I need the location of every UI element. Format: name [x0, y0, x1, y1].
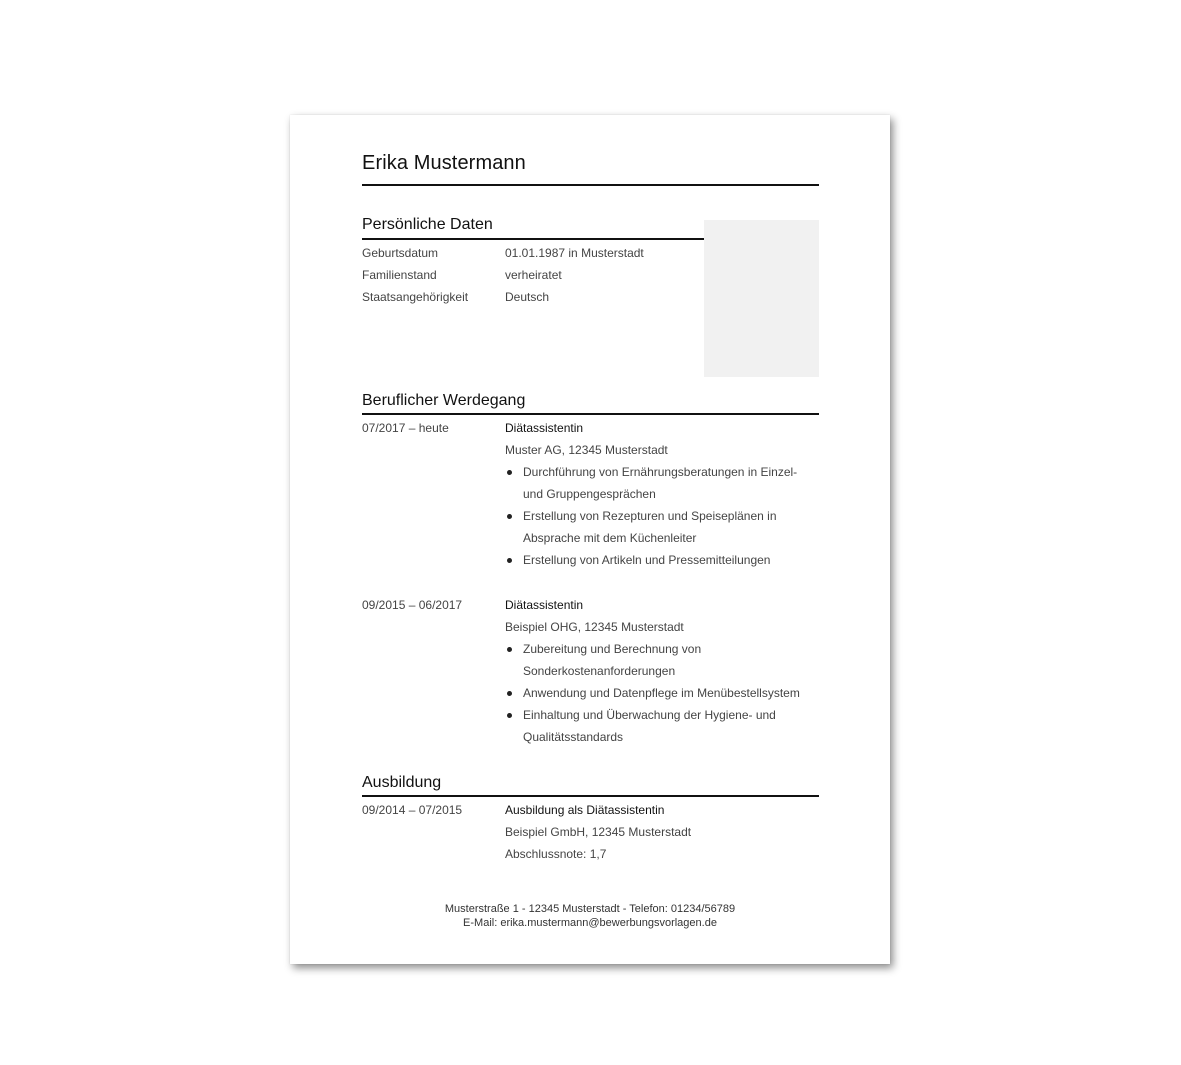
section-title-career: Beruflicher Werdegang	[362, 392, 526, 409]
footer-address: Musterstraße 1 - 12345 Musterstadt - Telefon: 01234/56789	[444, 903, 736, 915]
section-divider-career	[362, 413, 819, 415]
section-divider-education	[362, 795, 819, 797]
task-text: Erstellung von Rezepturen und Speiseplänen in Absprache mit dem Küchenleiter	[523, 509, 777, 545]
bullet-icon	[507, 691, 512, 696]
task-text: Anwendung und Datenpflege im Menübestellsystem	[523, 686, 800, 700]
task-list	[505, 638, 819, 748]
personal-label: Staatsangehörigkeit	[362, 290, 469, 304]
entry-date: 07/2017 – heute	[362, 421, 449, 435]
job-title: Diätassistentin	[505, 421, 584, 435]
resume-name: Erika Mustermann	[362, 152, 526, 174]
job-title: Diätassistentin	[505, 598, 584, 612]
company: Muster AG, 12345 Musterstadt	[505, 443, 668, 457]
list-item	[505, 704, 819, 748]
degree-title: Ausbildung als Diätassistentin	[505, 803, 665, 817]
list-item	[505, 549, 819, 571]
bullet-icon	[507, 558, 512, 563]
school: Beispiel GmbH, 12345 Musterstadt	[505, 825, 692, 839]
section-title-education: Ausbildung	[362, 774, 442, 791]
task-list	[505, 461, 819, 571]
photo-placeholder	[704, 220, 819, 377]
list-item	[505, 638, 819, 682]
bullet-icon	[507, 514, 512, 519]
personal-value: Deutsch	[505, 290, 550, 304]
entry-date: 09/2015 – 06/2017	[362, 598, 463, 612]
list-item	[505, 461, 819, 505]
contact-footer	[290, 902, 890, 930]
bullet-icon	[507, 470, 512, 475]
personal-label: Geburtsdatum	[362, 246, 439, 260]
bullet-icon	[507, 647, 512, 652]
list-item	[505, 682, 819, 704]
task-text: Einhaltung und Überwachung der Hygiene- und Qualitätsstandards	[523, 708, 776, 744]
personal-label: Familienstand	[362, 268, 437, 282]
task-text: Zubereitung und Berechnung von Sonderkostenanforderungen	[523, 642, 702, 678]
entry-date: 09/2014 – 07/2015	[362, 803, 463, 817]
personal-value: verheiratet	[505, 268, 562, 282]
personal-value: 01.01.1987 in Musterstadt	[505, 246, 644, 260]
footer-email: E-Mail: erika.mustermann@bewerbungsvorlagen.de	[463, 917, 717, 929]
grade: Abschlussnote: 1,7	[505, 847, 607, 861]
resume-page	[290, 115, 890, 964]
entry-detail	[505, 417, 819, 571]
list-item	[505, 505, 819, 549]
section-divider-personal	[362, 238, 704, 240]
task-text: Durchführung von Ernährungsberatungen in Einzel- und Gruppengesprächen	[523, 465, 798, 501]
bullet-icon	[507, 713, 512, 718]
company: Beispiel OHG, 12345 Musterstadt	[505, 620, 684, 634]
entry-detail	[505, 594, 819, 748]
task-text: Erstellung von Artikeln und Pressemitteilungen	[523, 553, 771, 567]
entry-detail	[505, 799, 819, 865]
section-title-personal: Persönliche Daten	[362, 216, 493, 233]
name-divider	[362, 184, 819, 186]
